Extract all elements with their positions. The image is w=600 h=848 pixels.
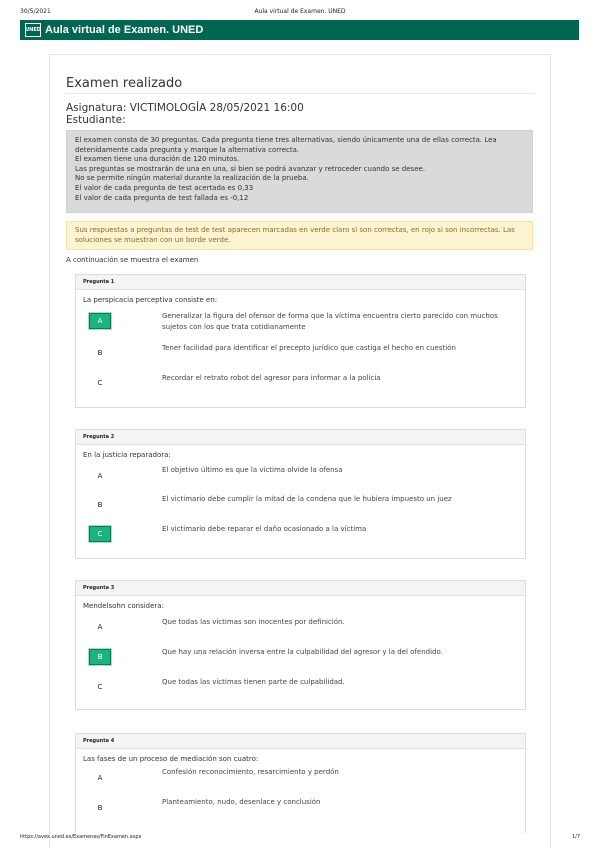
page-url: https://avex.uned.es/Examenes/FinExamen.aspx bbox=[20, 834, 142, 840]
info-line: El valor de cada pregunta de test fallada es -0,12 bbox=[75, 193, 249, 202]
option-text: El objetivo último es que la víctima olvide la ofensa bbox=[162, 466, 343, 474]
print-footer bbox=[20, 834, 580, 842]
question-header: Pregunta 4 bbox=[76, 734, 525, 749]
option-text: Que todas las víctimas son inocentes por definición. bbox=[162, 618, 345, 626]
question-card-4 bbox=[75, 733, 526, 833]
intro-text: A continuación se muestra el examen bbox=[66, 256, 199, 264]
answers-legend-box bbox=[66, 221, 533, 250]
option-text: Planteamiento, nudo, desenlace y conclusión bbox=[162, 798, 321, 806]
option-text: Confesión reconocimiento, resarcimiento y perdón bbox=[162, 768, 339, 776]
option-text: Tener facilidad para identificar el precepto jurídico que castiga el hecho en cuestión bbox=[162, 344, 456, 352]
exam-info-box bbox=[66, 130, 533, 213]
info-line: El examen consta de 30 preguntas. Cada pregunta tiene tres alternativas, siendo únicamente una de ellas correcta. Lea bbox=[75, 136, 497, 144]
uned-logo[interactable]: UNED bbox=[25, 23, 41, 37]
question-card-3 bbox=[75, 580, 526, 710]
app-title[interactable]: Aula virtual de Examen. UNED bbox=[45, 24, 204, 36]
subject-line: Asignatura: VICTIMOLOGÍA 28/05/2021 16:00 bbox=[66, 102, 304, 114]
question-text: En la justicia reparadora: bbox=[83, 451, 171, 459]
question-header: Pregunta 2 bbox=[76, 430, 525, 445]
option-text: El victimario debe reparar el daño ocasionado a la víctima bbox=[162, 525, 367, 533]
option-letter[interactable]: B bbox=[97, 349, 103, 357]
info-line: El examen tiene una duración de 120 minutos. bbox=[75, 155, 240, 164]
print-header bbox=[20, 8, 580, 18]
top-bar bbox=[20, 20, 579, 40]
option-letter-correct[interactable]: A bbox=[89, 313, 111, 329]
warning-line: soluciones se muestran con un borde verde. bbox=[75, 236, 231, 244]
question-header: Pregunta 3 bbox=[76, 581, 525, 596]
option-text: Que todas las víctimas tienen parte de culpabilidad. bbox=[162, 678, 345, 686]
option-text: El victimario debe cumplir la mitad de la condena que le hubiera impuesto un juez bbox=[162, 495, 452, 503]
question-text: Las fases de un proceso de mediación son cuatro: bbox=[83, 755, 259, 763]
option-letter[interactable]: C bbox=[97, 683, 103, 691]
option-letter[interactable]: A bbox=[97, 774, 103, 782]
warning-line: Sus respuestas a preguntas de test de test aparecen marcadas en verde claro si son correctas, en rojo si son incorrectas. Las bbox=[75, 226, 515, 234]
print-title: Aula virtual de Examen. UNED bbox=[254, 8, 346, 15]
title-divider bbox=[66, 93, 534, 94]
option-letter-correct[interactable]: C bbox=[89, 526, 111, 542]
print-date: 30/5/2021 bbox=[20, 8, 51, 15]
question-card-2 bbox=[75, 429, 526, 559]
option-letter[interactable]: A bbox=[97, 623, 103, 631]
info-line: Las preguntas se mostrarán de una en una, si bien se podrá avanzar y retroceder cuando se desee. bbox=[75, 164, 426, 173]
page-number: 1/7 bbox=[571, 834, 580, 840]
option-text: Generalizar la figura del ofensor de forma que la víctima encuentra cierto parecido con muchos sujetos con los que trata cotidianamente bbox=[162, 312, 498, 331]
option-letter[interactable]: B bbox=[97, 501, 103, 509]
option-letter-correct[interactable]: B bbox=[89, 649, 111, 665]
page-title: Examen realizado bbox=[66, 76, 183, 91]
option-text: Recordar el retrato robot del agresor para informar a la policía bbox=[162, 374, 381, 382]
info-line: El valor de cada pregunta de test acertada es 0,33 bbox=[75, 183, 254, 192]
info-line: detenidamente cada pregunta y marque la alternativa correcta. bbox=[75, 145, 300, 154]
option-letter[interactable]: C bbox=[97, 379, 103, 387]
option-letter[interactable]: B bbox=[97, 804, 103, 812]
question-text: Mendelsohn considera: bbox=[83, 602, 164, 610]
question-text: La perspicacia perceptiva consiste en: bbox=[83, 296, 218, 304]
question-header: Pregunta 1 bbox=[76, 275, 525, 290]
option-text: Que hay una relación inversa entre la culpabilidad del agresor y la del ofendido. bbox=[162, 648, 443, 656]
info-line: No se permite ningún material durante la realización de la prueba. bbox=[75, 174, 309, 183]
question-card-1 bbox=[75, 274, 526, 408]
student-line: Estudiante: bbox=[66, 114, 126, 126]
option-letter[interactable]: A bbox=[97, 472, 103, 480]
